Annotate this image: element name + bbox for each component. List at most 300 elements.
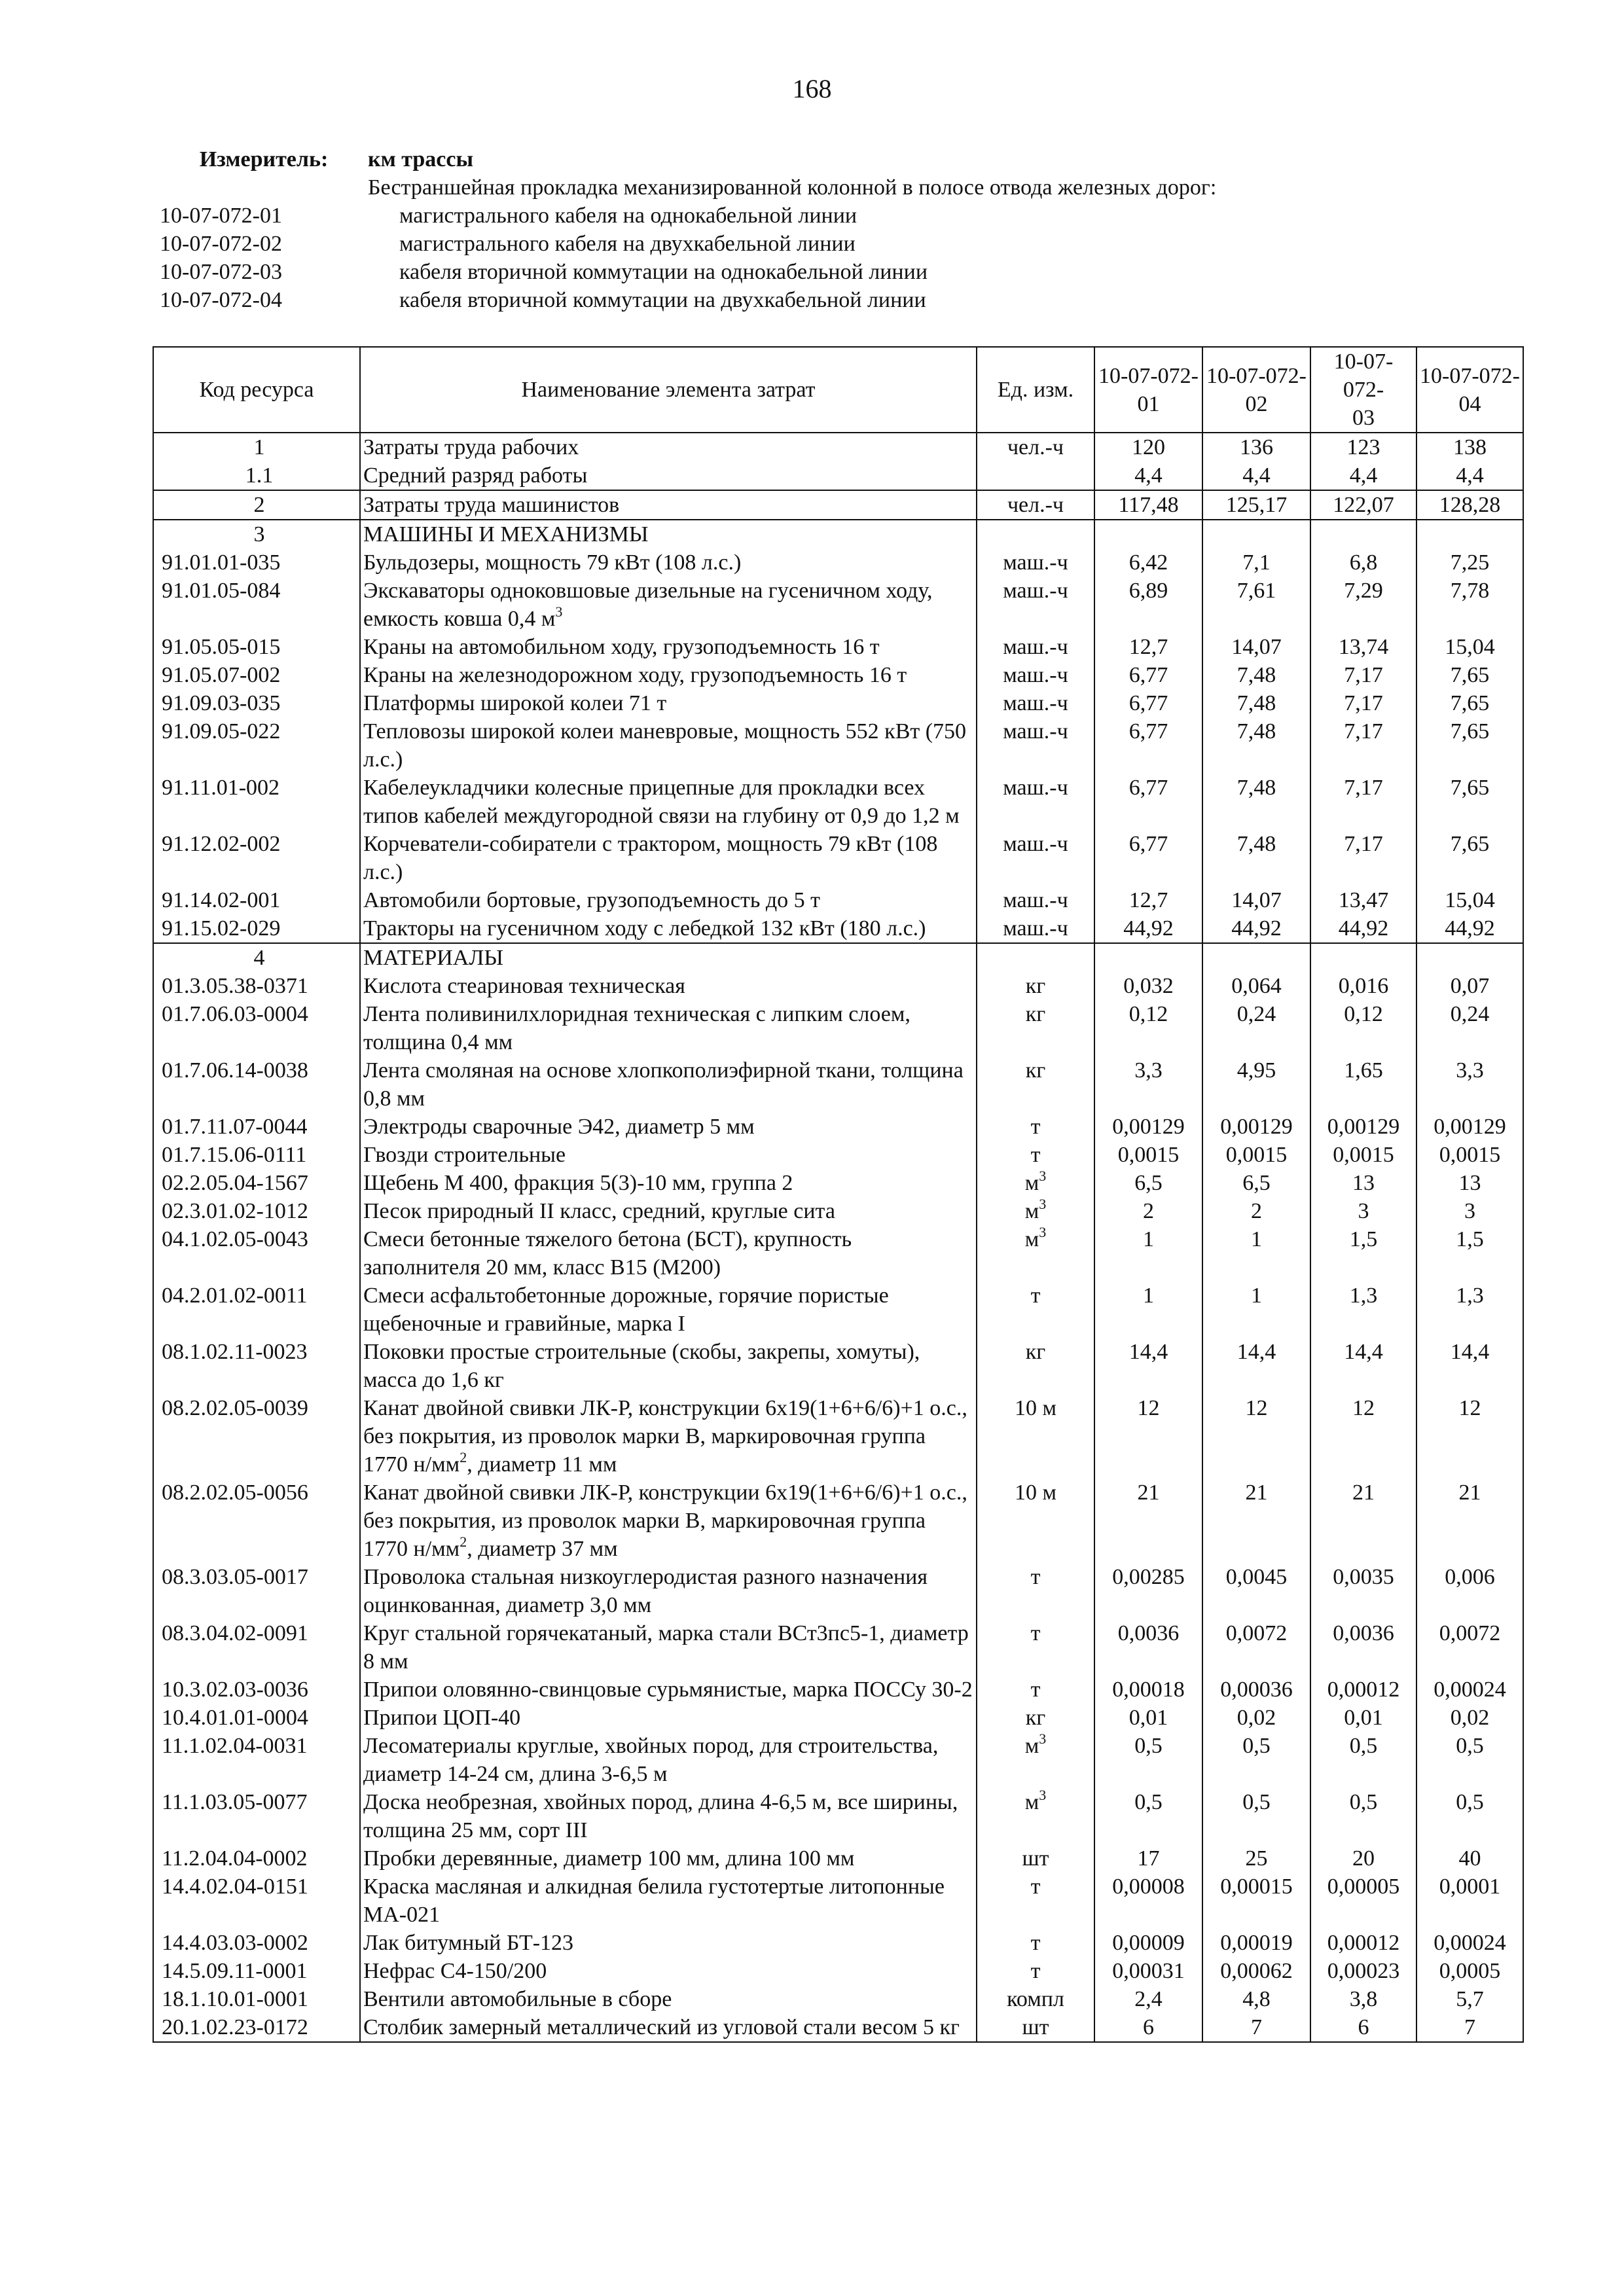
cell-value: 12 [1094,1394,1202,1479]
cell-name: Затраты труда рабочих [360,433,977,461]
cell-unit: маш.-ч [977,886,1094,914]
cell-value: 0,07 [1416,972,1523,1000]
cell-unit: 10 м [977,1479,1094,1563]
cell-value: 40 [1416,1844,1523,1873]
cell-value: 7,17 [1310,689,1416,717]
cell-value: 44,92 [1416,914,1523,943]
cell-code: 14.4.02.04-0151 [153,1873,360,1929]
column-header-code: Код ресурса [153,347,360,433]
cell-value: 7,48 [1202,830,1310,886]
cell-name: Лента поливинилхлоридная техническая с липким слоем, толщина 0,4 мм [360,1000,977,1056]
cell-value: 17 [1094,1844,1202,1873]
cell-value: 2,4 [1094,1985,1202,2013]
cell-value [1310,943,1416,972]
cell-value: 7,17 [1310,661,1416,689]
cell-unit: шт [977,2013,1094,2042]
cell-unit: маш.-ч [977,774,1094,830]
cell-unit: т [977,1282,1094,1338]
cell-value: 0,0015 [1416,1141,1523,1169]
table-row [153,774,1523,830]
cell-value: 21 [1416,1479,1523,1563]
cell-name: Вентили автомобильные в сборе [360,1985,977,2013]
cell-value: 0,02 [1202,1704,1310,1732]
cell-value: 6,5 [1094,1169,1202,1197]
table-header-row [153,347,1523,433]
table-row [153,1338,1523,1394]
document-header [160,145,1534,314]
cell-unit [977,943,1094,972]
cell-unit: кг [977,1000,1094,1056]
table-row [153,886,1523,914]
cell-code: 02.2.05.04-1567 [153,1169,360,1197]
cell-value: 0,00129 [1094,1113,1202,1141]
page-number: 168 [792,74,832,103]
cell-value: 6,5 [1202,1169,1310,1197]
cell-value: 1,3 [1310,1282,1416,1338]
cell-value: 7,1 [1202,548,1310,577]
cell-value: 13 [1416,1169,1523,1197]
cell-name: Нефрас С4-150/200 [360,1957,977,1985]
resource-table [153,346,1524,2043]
column-header-value: 10-07-072- 03 [1310,347,1416,433]
cell-unit: чел.-ч [977,433,1094,461]
cell-value: 1 [1202,1282,1310,1338]
cell-code: 91.05.05-015 [153,633,360,661]
cell-unit: кг [977,1704,1094,1732]
cell-value: 6 [1094,2013,1202,2042]
cell-value: 6,77 [1094,830,1202,886]
cell-name: Платформы широкой колеи 71 т [360,689,977,717]
cell-value: 122,07 [1310,490,1416,520]
cell-code: 01.7.06.14-0038 [153,1056,360,1113]
header-item-text: кабеля вторичной коммутации на двухкабельной линии [399,288,926,312]
column-header-value: 10-07-072- 04 [1416,347,1523,433]
cell-unit: т [977,1929,1094,1957]
cell-value: 4,95 [1202,1056,1310,1113]
cell-value: 44,92 [1094,914,1202,943]
cell-name: Смеси асфальтобетонные дорожные, горячие пористые щебеночные и гравийные, марка I [360,1282,977,1338]
cell-code: 14.4.03.03-0002 [153,1929,360,1957]
cell-unit: т [977,1563,1094,1619]
cell-code: 91.05.07-002 [153,661,360,689]
cell-value: 6,8 [1310,548,1416,577]
cell-value [1416,520,1523,548]
cell-value: 5,7 [1416,1985,1523,2013]
cell-value: 21 [1094,1479,1202,1563]
header-item-code: 10-07-072-01 [160,204,282,228]
table-row [153,1479,1523,1563]
cell-name: Щебень М 400, фракция 5(3)-10 мм, группа 2 [360,1169,977,1197]
cell-value [1310,520,1416,548]
cell-value: 7 [1202,2013,1310,2042]
table-row [153,1788,1523,1844]
cell-value: 0,00036 [1202,1676,1310,1704]
measure-label: Измеритель: [199,147,329,171]
cell-value: 14,07 [1202,633,1310,661]
cell-value: 0,0072 [1202,1619,1310,1676]
cell-code: 91.09.05-022 [153,717,360,774]
table-row [153,2013,1523,2042]
cell-value: 6,77 [1094,717,1202,774]
cell-value: 21 [1202,1479,1310,1563]
table-row [153,633,1523,661]
cell-name: Затраты труда машинистов [360,490,977,520]
cell-value: 0,5 [1202,1788,1310,1844]
table-row [153,1169,1523,1197]
cell-value: 120 [1094,433,1202,461]
cell-code: 11.2.04.04-0002 [153,1844,360,1873]
cell-code: 01.7.06.03-0004 [153,1000,360,1056]
cell-value: 7,17 [1310,830,1416,886]
cell-unit [977,520,1094,548]
cell-code: 10.4.01.01-0004 [153,1704,360,1732]
table-row [153,689,1523,717]
cell-value: 14,4 [1202,1338,1310,1394]
cell-unit: компл [977,1985,1094,2013]
cell-unit: маш.-ч [977,914,1094,943]
cell-value: 0,00009 [1094,1929,1202,1957]
cell-value: 0,0036 [1310,1619,1416,1676]
cell-value: 0,0036 [1094,1619,1202,1676]
cell-value: 13,74 [1310,633,1416,661]
header-item [160,258,1534,286]
cell-code: 02.3.01.02-1012 [153,1197,360,1225]
cell-unit: чел.-ч [977,490,1094,520]
cell-code: 08.3.03.05-0017 [153,1563,360,1619]
table-row [153,1000,1523,1056]
cell-unit: кг [977,1338,1094,1394]
cell-value: 44,92 [1202,914,1310,943]
cell-code: 91.01.01-035 [153,548,360,577]
cell-value: 0,5 [1310,1732,1416,1788]
cell-unit: маш.-ч [977,577,1094,633]
cell-value: 3 [1416,1197,1523,1225]
cell-value: 1,5 [1310,1225,1416,1282]
cell-value: 136 [1202,433,1310,461]
cell-value: 0,00018 [1094,1676,1202,1704]
cell-name: МАТЕРИАЛЫ [360,943,977,972]
cell-value: 0,0001 [1416,1873,1523,1929]
cell-code: 91.15.02-029 [153,914,360,943]
header-item [160,230,1534,258]
cell-value: 0,0045 [1202,1563,1310,1619]
table-row [153,577,1523,633]
cell-value: 4,4 [1094,461,1202,490]
cell-value: 0,5 [1416,1732,1523,1788]
table-row [153,1844,1523,1873]
cell-value: 3 [1310,1197,1416,1225]
cell-name: Краны на железнодорожном ходу, грузоподъемность 16 т [360,661,977,689]
cell-value [1202,943,1310,972]
cell-code: 08.3.04.02-0091 [153,1619,360,1676]
cell-code: 91.14.02-001 [153,886,360,914]
cell-value: 0,00019 [1202,1929,1310,1957]
cell-name: Автомобили бортовые, грузоподъемность до 5 т [360,886,977,914]
cell-unit: маш.-ч [977,689,1094,717]
cell-value: 13 [1310,1169,1416,1197]
cell-unit: маш.-ч [977,548,1094,577]
cell-value: 7,29 [1310,577,1416,633]
header-item-text: кабеля вторичной коммутации на однокабельной линии [399,260,928,284]
cell-value: 0,0035 [1310,1563,1416,1619]
cell-code: 10.3.02.03-0036 [153,1676,360,1704]
cell-unit: 10 м [977,1394,1094,1479]
cell-value: 13,47 [1310,886,1416,914]
cell-value [1416,943,1523,972]
cell-value: 6 [1310,2013,1416,2042]
cell-code: 3 [153,520,360,548]
cell-value: 4,4 [1202,461,1310,490]
table-row [153,717,1523,774]
table-row [153,830,1523,886]
cell-unit: кг [977,1056,1094,1113]
table-row [153,914,1523,943]
cell-value: 1,65 [1310,1056,1416,1113]
table-row [153,972,1523,1000]
cell-value: 0,064 [1202,972,1310,1000]
cell-value: 0,00285 [1094,1563,1202,1619]
cell-name: Канат двойной свивки ЛК-Р, конструкции 6х19(1+6+6/6)+1 о.с., без покрытия, из проволок марки В, маркировочная группа 1770 $н/мм^2$, диаметр 37 мм [360,1479,977,1563]
cell-name: Смеси бетонные тяжелого бетона (БСТ), крупность заполнителя 20 мм, класс В15 (М200) [360,1225,977,1282]
cell-value: 7,17 [1310,717,1416,774]
cell-value: 0,5 [1310,1788,1416,1844]
cell-value: 14,4 [1416,1338,1523,1394]
cell-value: 3,3 [1416,1056,1523,1113]
cell-unit: $м^3$ [977,1225,1094,1282]
cell-value: 6,77 [1094,774,1202,830]
cell-name: Пробки деревянные, диаметр 100 мм, длина 100 мм [360,1844,977,1873]
cell-value: 7,65 [1416,830,1523,886]
cell-value: 0,0015 [1094,1141,1202,1169]
table-row [153,1197,1523,1225]
cell-value: 4,4 [1416,461,1523,490]
cell-value: 21 [1310,1479,1416,1563]
cell-value: 14,4 [1094,1338,1202,1394]
cell-name: Краска масляная и алкидная белила густотертые литопонные МА-021 [360,1873,977,1929]
header-item-code: 10-07-072-03 [160,260,282,284]
cell-value: 7,48 [1202,661,1310,689]
cell-name: Доска необрезная, хвойных пород, длина 4-6,5 м, все ширины, толщина 25 мм, сорт III [360,1788,977,1844]
cell-name: Канат двойной свивки ЛК-Р, конструкции 6х19(1+6+6/6)+1 о.с., без покрытия, из проволок марки В, маркировочная группа 1770 $н/мм^2$, диаметр 11 мм [360,1394,977,1479]
cell-value: 44,92 [1310,914,1416,943]
column-header-value: 10-07-072- 02 [1202,347,1310,433]
table-row [153,1873,1523,1929]
cell-value: 0,00008 [1094,1873,1202,1929]
cell-value: 7,65 [1416,774,1523,830]
table-row [153,1282,1523,1338]
cell-value: 12,7 [1094,886,1202,914]
cell-value: 1,3 [1416,1282,1523,1338]
table-row [153,1056,1523,1113]
cell-value: 3,3 [1094,1056,1202,1113]
cell-value: 12 [1202,1394,1310,1479]
column-header-unit: Ед. изм. [977,347,1094,433]
cell-value: 7,48 [1202,717,1310,774]
cell-name: Экскаваторы одноковшовые дизельные на гусеничном ходу, емкость ковша 0,4 $м^3$ [360,577,977,633]
table-row [153,1929,1523,1957]
cell-value: 1 [1202,1225,1310,1282]
cell-unit: $м^3$ [977,1732,1094,1788]
cell-value: 0,016 [1310,972,1416,1000]
cell-value: 0,01 [1094,1704,1202,1732]
section-row [153,520,1523,548]
table-row [153,548,1523,577]
table-row [153,433,1523,461]
cell-value: 0,00129 [1416,1113,1523,1141]
cell-value: 4,4 [1310,461,1416,490]
table-row [153,1225,1523,1282]
cell-value: 7,17 [1310,774,1416,830]
cell-code: 91.09.03-035 [153,689,360,717]
cell-code: 18.1.10.01-0001 [153,1985,360,2013]
cell-unit: т [977,1957,1094,1985]
table-row [153,1985,1523,2013]
cell-code: 01.7.15.06-0111 [153,1141,360,1169]
header-item-code: 10-07-072-02 [160,232,282,256]
cell-value: 7,48 [1202,774,1310,830]
table-row [153,1141,1523,1169]
cell-code: 4 [153,943,360,972]
cell-value: 0,5 [1416,1788,1523,1844]
work-description: Бестраншейная прокладка механизированной колонной в полосе отвода железных дорог: [368,175,1217,200]
cell-name: Припои ЦОП-40 [360,1704,977,1732]
cell-value [1202,520,1310,548]
cell-code: 01.3.05.38-0371 [153,972,360,1000]
cell-value: 7,78 [1416,577,1523,633]
cell-code: 91.01.05-084 [153,577,360,633]
cell-unit: $м^3$ [977,1788,1094,1844]
cell-name: Песок природный II класс, средний, круглые сита [360,1197,977,1225]
cell-value: 6,77 [1094,689,1202,717]
cell-value: 0,24 [1416,1000,1523,1056]
cell-value: 1 [1094,1282,1202,1338]
cell-code: 1.1 [153,461,360,490]
table-row [153,461,1523,490]
cell-value: 14,07 [1202,886,1310,914]
cell-value: 6,42 [1094,548,1202,577]
cell-value: 12,7 [1094,633,1202,661]
cell-value: 0,00023 [1310,1957,1416,1985]
cell-value: 128,28 [1416,490,1523,520]
table-row [153,1619,1523,1676]
cell-unit: маш.-ч [977,633,1094,661]
header-item [160,202,1534,230]
cell-code: 08.2.02.05-0039 [153,1394,360,1479]
cell-code: 11.1.02.04-0031 [153,1732,360,1788]
cell-value: 0,006 [1416,1563,1523,1619]
cell-value: 25 [1202,1844,1310,1873]
cell-value: 7,65 [1416,661,1523,689]
cell-code: 08.1.02.11-0023 [153,1338,360,1394]
cell-value: 7,25 [1416,548,1523,577]
cell-value: 125,17 [1202,490,1310,520]
cell-name: Средний разряд работы [360,461,977,490]
cell-name: Электроды сварочные Э42, диаметр 5 мм [360,1113,977,1141]
cell-name: Лента смоляная на основе хлопкополиэфирной ткани, толщина 0,8 мм [360,1056,977,1113]
cell-name: Бульдозеры, мощность 79 кВт (108 л.с.) [360,548,977,577]
cell-value: 0,00012 [1310,1676,1416,1704]
cell-value: 0,00024 [1416,1676,1523,1704]
cell-value: 6,89 [1094,577,1202,633]
cell-value: 0,0005 [1416,1957,1523,1985]
cell-name: Лесоматериалы круглые, хвойных пород, для строительства, диаметр 14-24 см, длина 3-6,5 м [360,1732,977,1788]
cell-name: Гвозди строительные [360,1141,977,1169]
header-item-code: 10-07-072-04 [160,288,282,312]
cell-name: Кислота стеариновая техническая [360,972,977,1000]
cell-value: 0,5 [1094,1732,1202,1788]
cell-unit: шт [977,1844,1094,1873]
cell-value [1094,943,1202,972]
cell-code: 91.12.02-002 [153,830,360,886]
cell-value: 0,24 [1202,1000,1310,1056]
table-row [153,1113,1523,1141]
cell-name: Припои оловянно-свинцовые сурьмянистые, марка ПОССу 30-2 [360,1676,977,1704]
column-header-name: Наименование элемента затрат [360,347,977,433]
table-row [153,1957,1523,1985]
cell-value: 14,4 [1310,1338,1416,1394]
cell-unit: кг [977,972,1094,1000]
cell-value: 0,00062 [1202,1957,1310,1985]
cell-value: 2 [1202,1197,1310,1225]
cell-unit: т [977,1619,1094,1676]
cell-name: Лак битумный БТ-123 [360,1929,977,1957]
cell-value: 0,12 [1094,1000,1202,1056]
table-row [153,661,1523,689]
cell-value: 3,8 [1310,1985,1416,2013]
cell-value: 7,65 [1416,689,1523,717]
cell-value: 12 [1416,1394,1523,1479]
cell-unit: т [977,1141,1094,1169]
table-row [153,1732,1523,1788]
cell-unit: т [977,1873,1094,1929]
cell-value: 0,00129 [1202,1113,1310,1141]
cell-value: 0,00024 [1416,1929,1523,1957]
cell-value: 0,00012 [1310,1929,1416,1957]
cell-value: 1,5 [1416,1225,1523,1282]
cell-value: 0,0015 [1310,1141,1416,1169]
cell-value: 117,48 [1094,490,1202,520]
cell-code: 04.2.01.02-0011 [153,1282,360,1338]
table-row [153,1704,1523,1732]
cell-value: 0,12 [1310,1000,1416,1056]
cell-name: Тракторы на гусеничном ходу с лебедкой 132 кВт (180 л.с.) [360,914,977,943]
cell-value: 15,04 [1416,886,1523,914]
cell-code: 04.1.02.05-0043 [153,1225,360,1282]
cell-value: 0,5 [1094,1788,1202,1844]
cell-value: 2 [1094,1197,1202,1225]
cell-code: 2 [153,490,360,520]
cell-name: МАШИНЫ И МЕХАНИЗМЫ [360,520,977,548]
cell-unit: маш.-ч [977,830,1094,886]
cell-value: 15,04 [1416,633,1523,661]
cell-code: 08.2.02.05-0056 [153,1479,360,1563]
header-item-text: магистрального кабеля на двухкабельной линии [399,232,856,256]
cell-name: Корчеватели-собиратели с трактором, мощность 79 кВт (108 л.с.) [360,830,977,886]
cell-value: 0,00129 [1310,1113,1416,1141]
table-row [153,490,1523,520]
cell-code: 91.11.01-002 [153,774,360,830]
cell-name: Столбик замерный металлический из угловой стали весом 5 кг [360,2013,977,2042]
cell-value: 0,032 [1094,972,1202,1000]
cell-value: 0,0072 [1416,1619,1523,1676]
cell-unit: т [977,1113,1094,1141]
cell-value: 123 [1310,433,1416,461]
cell-value: 0,00015 [1202,1873,1310,1929]
column-header-value: 10-07-072- 01 [1094,347,1202,433]
header-item-text: магистрального кабеля на однокабельной линии [399,204,857,228]
cell-unit: $м^3$ [977,1197,1094,1225]
measure-unit: км трассы [368,147,474,171]
